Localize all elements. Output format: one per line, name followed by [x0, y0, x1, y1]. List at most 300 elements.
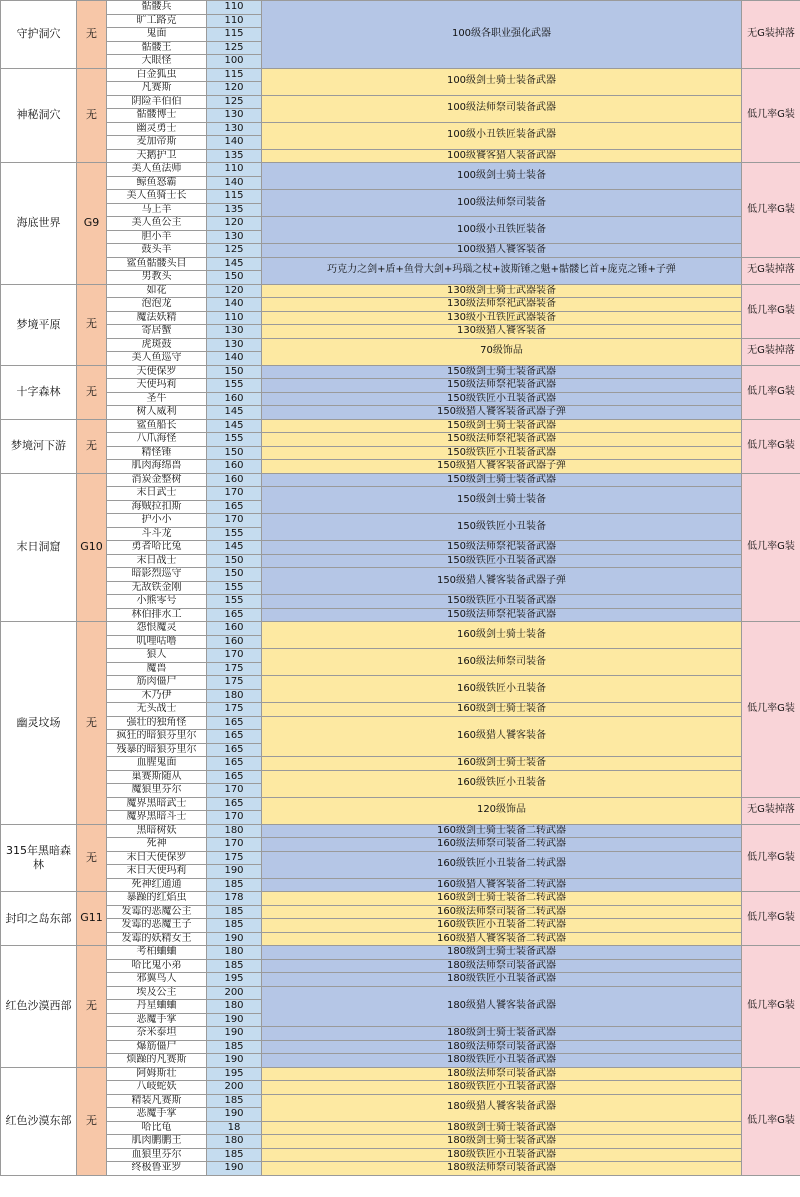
- monster-level-cell: 190: [207, 1027, 262, 1041]
- monster-name-cell: 死神: [107, 838, 207, 852]
- table-row: [1, 595, 800, 609]
- table-row: [1, 878, 800, 892]
- drop-items-cell: 180级猎人饕客装备武器: [262, 1094, 742, 1121]
- monster-level-cell: 185: [207, 1094, 262, 1108]
- monster-level-cell: 190: [207, 865, 262, 879]
- table-row: [1, 122, 800, 136]
- table-row: [1, 379, 800, 393]
- g-drop-rate-cell: 低几率G装: [742, 946, 800, 1068]
- table-row: [1, 838, 800, 852]
- monster-level-cell: 185: [207, 919, 262, 933]
- drop-items-cell: 160级猎人饕客装备: [262, 716, 742, 757]
- area-name-cell: 封印之岛东部: [1, 892, 77, 946]
- drop-items-cell: 150级剑士骑士装备武器: [262, 419, 742, 433]
- monster-name-cell: 鼓头羊: [107, 244, 207, 258]
- monster-name-cell: 护小小: [107, 514, 207, 528]
- drop-items-cell: 160级法师祭司装备二转武器: [262, 838, 742, 852]
- monster-level-cell: 178: [207, 892, 262, 906]
- monster-name-cell: 怨恨魔灵: [107, 622, 207, 636]
- monster-name-cell: 大眼怪: [107, 55, 207, 69]
- monster-name-cell: 林伯排水工: [107, 608, 207, 622]
- monster-level-cell: 120: [207, 217, 262, 231]
- monster-name-cell: 发霉的恶魔王子: [107, 919, 207, 933]
- monster-name-cell: 美人鱼法师: [107, 163, 207, 177]
- monster-level-cell: 125: [207, 41, 262, 55]
- area-name-cell: 末日洞窟: [1, 473, 77, 622]
- g-drop-rate-cell: 无G装掉落: [742, 797, 800, 824]
- g-drop-rate-cell: 低几率G装: [742, 419, 800, 473]
- drop-items-cell: 150级猎人饕客装备武器子弹: [262, 406, 742, 420]
- drop-items-cell: 160级铁匠小丑装备二转武器: [262, 851, 742, 878]
- g-tier-cell: 无: [77, 284, 107, 365]
- table-row: [1, 433, 800, 447]
- area-name-cell: 315年黑暗森林: [1, 824, 77, 892]
- monster-level-cell: 190: [207, 1054, 262, 1068]
- monster-name-cell: 天使玛莉: [107, 379, 207, 393]
- monster-level-cell: 175: [207, 676, 262, 690]
- drop-items-cell: 180级铁匠小丑装备武器: [262, 1081, 742, 1095]
- table-row: [1, 190, 800, 204]
- table-row: [1, 257, 800, 271]
- area-name-cell: 神秘洞穴: [1, 68, 77, 163]
- table-row: [1, 217, 800, 231]
- table-row: [1, 703, 800, 717]
- table-row: [1, 419, 800, 433]
- monster-name-cell: 马上羊: [107, 203, 207, 217]
- monster-name-cell: 虎斑鼓: [107, 338, 207, 352]
- g-tier-cell: G9: [77, 163, 107, 285]
- monster-name-cell: 木乃伊: [107, 689, 207, 703]
- table-row: [1, 541, 800, 555]
- monster-level-cell: 150: [207, 365, 262, 379]
- monster-level-cell: 110: [207, 14, 262, 28]
- table-row: [1, 622, 800, 636]
- monster-level-cell: 195: [207, 1067, 262, 1081]
- area-name-cell: 幽灵坟场: [1, 622, 77, 825]
- area-name-cell: 海底世界: [1, 163, 77, 285]
- drop-items-cell: 100级法师祭司装备: [262, 190, 742, 217]
- monster-name-cell: 血腥鬼面: [107, 757, 207, 771]
- monster-level-cell: 200: [207, 986, 262, 1000]
- monster-level-cell: 160: [207, 622, 262, 636]
- monster-level-cell: 135: [207, 203, 262, 217]
- monster-name-cell: 末日天使保罗: [107, 851, 207, 865]
- monster-level-cell: 150: [207, 446, 262, 460]
- monster-level-cell: 160: [207, 460, 262, 474]
- monster-level-cell: 125: [207, 95, 262, 109]
- monster-name-cell: 骷髅兵: [107, 1, 207, 15]
- monster-name-cell: 考柏蛐蛐: [107, 946, 207, 960]
- monster-level-cell: 180: [207, 946, 262, 960]
- table-row: [1, 905, 800, 919]
- monster-name-cell: 树人威利: [107, 406, 207, 420]
- table-row: [1, 244, 800, 258]
- monster-name-cell: 阴险羊伯伯: [107, 95, 207, 109]
- table-row: [1, 1135, 800, 1149]
- drop-items-cell: 100级小丑铁匠装备: [262, 217, 742, 244]
- table-row: [1, 770, 800, 784]
- monster-name-cell: 死神红通通: [107, 878, 207, 892]
- table-row: [1, 932, 800, 946]
- table-row: [1, 460, 800, 474]
- drop-items-cell: 巧克力之剑+盾+鱼骨大剑+玛瑙之杖+波斯锤之魁+骷髅匕首+庞克之锤+子弹: [262, 257, 742, 284]
- area-name-cell: 红色沙漠西部: [1, 946, 77, 1068]
- table-row: [1, 1081, 800, 1095]
- monster-name-cell: 泡泡龙: [107, 298, 207, 312]
- monster-level-cell: 170: [207, 649, 262, 663]
- drop-items-cell: 160级铁匠小丑装备: [262, 770, 742, 797]
- drop-items-cell: 100级剑士骑士装备: [262, 163, 742, 190]
- drop-items-cell: 150级铁匠小丑装备武器: [262, 554, 742, 568]
- drop-items-cell: 180级铁匠小丑装备武器: [262, 1054, 742, 1068]
- monster-name-cell: 美人鱼公主: [107, 217, 207, 231]
- area-name-cell: 十字森林: [1, 365, 77, 419]
- monster-name-cell: 肌肉鹏鹏王: [107, 1135, 207, 1149]
- monster-name-cell: 天鹅护卫: [107, 149, 207, 163]
- drop-items-cell: 130级小丑铁匠武器装备: [262, 311, 742, 325]
- g-drop-rate-cell: 低几率G装: [742, 622, 800, 798]
- monster-level-cell: 170: [207, 487, 262, 501]
- monster-name-cell: 黑暗树妖: [107, 824, 207, 838]
- drop-items-cell: 100级法师祭司装备武器: [262, 95, 742, 122]
- drop-items-cell: 150级法师祭祀装备武器: [262, 379, 742, 393]
- g-tier-cell: 无: [77, 419, 107, 473]
- monster-level-cell: 120: [207, 284, 262, 298]
- monster-name-cell: 骷髅王: [107, 41, 207, 55]
- table-row: [1, 473, 800, 487]
- monster-level-cell: 170: [207, 784, 262, 798]
- monster-level-cell: 185: [207, 878, 262, 892]
- monster-level-cell: 120: [207, 82, 262, 96]
- drop-items-cell: 180级法师祭司装备武器: [262, 959, 742, 973]
- drop-items-cell: 160级剑士骑士装备二转武器: [262, 824, 742, 838]
- monster-name-cell: 无敌铁金刚: [107, 581, 207, 595]
- monster-level-cell: 130: [207, 230, 262, 244]
- monster-level-cell: 150: [207, 271, 262, 285]
- monster-level-cell: 100: [207, 55, 262, 69]
- monster-level-cell: 145: [207, 541, 262, 555]
- drop-items-cell: 130级剑士骑士武器装备: [262, 284, 742, 298]
- monster-name-cell: 无头战士: [107, 703, 207, 717]
- monster-level-cell: 175: [207, 851, 262, 865]
- drop-items-cell: 150级铁匠小丑装备武器: [262, 446, 742, 460]
- monster-level-cell: 145: [207, 419, 262, 433]
- g-tier-cell: 无: [77, 68, 107, 163]
- drop-items-cell: 180级剑士骑士装备武器: [262, 946, 742, 960]
- drop-items-cell: 100级小丑铁匠装备武器: [262, 122, 742, 149]
- monster-name-cell: 鲨鱼骷髅头目: [107, 257, 207, 271]
- monster-level-cell: 165: [207, 743, 262, 757]
- monster-name-cell: 魔界黑暗武士: [107, 797, 207, 811]
- g-tier-cell: 无: [77, 946, 107, 1068]
- table-row: [1, 325, 800, 339]
- drop-items-cell: 180级法师祭司装备武器: [262, 1067, 742, 1081]
- g-drop-rate-cell: 低几率G装: [742, 163, 800, 258]
- drop-items-cell: 180级铁匠小丑装备武器: [262, 973, 742, 987]
- drop-items-cell: 180级剑士骑士装备武器: [262, 1121, 742, 1135]
- monster-name-cell: 阿姆斯壮: [107, 1067, 207, 1081]
- monster-name-cell: 斗斗龙: [107, 527, 207, 541]
- monster-level-cell: 180: [207, 1000, 262, 1014]
- monster-name-cell: 鲸鱼怒霸: [107, 176, 207, 190]
- monster-level-cell: 185: [207, 959, 262, 973]
- monster-level-cell: 130: [207, 109, 262, 123]
- monster-level-cell: 165: [207, 797, 262, 811]
- monster-level-cell: 185: [207, 905, 262, 919]
- monster-level-cell: 135: [207, 149, 262, 163]
- monster-level-cell: 140: [207, 136, 262, 150]
- monster-name-cell: 胆小羊: [107, 230, 207, 244]
- table-row: [1, 1027, 800, 1041]
- monster-name-cell: 末日战士: [107, 554, 207, 568]
- monster-level-cell: 140: [207, 352, 262, 366]
- g-tier-cell: 无: [77, 824, 107, 892]
- drop-items-cell: 100级猎人饕客装备: [262, 244, 742, 258]
- monster-level-cell: 190: [207, 1162, 262, 1176]
- monster-level-cell: 150: [207, 554, 262, 568]
- drop-items-cell: 150级剑士骑士装备: [262, 487, 742, 514]
- monster-level-cell: 130: [207, 338, 262, 352]
- table-row: [1, 338, 800, 352]
- monster-level-cell: 145: [207, 257, 262, 271]
- drop-items-cell: 130级猎人饕客装备: [262, 325, 742, 339]
- table-row: [1, 919, 800, 933]
- g-tier-cell: 无: [77, 1067, 107, 1175]
- drop-items-cell: 150级剑士骑士装备武器: [262, 365, 742, 379]
- monster-name-cell: 叽哩咕噜: [107, 635, 207, 649]
- drop-items-cell: 150级铁匠小丑装备武器: [262, 595, 742, 609]
- drop-items-cell: 100级饕客猎人装备武器: [262, 149, 742, 163]
- monster-name-cell: 幽灵勇士: [107, 122, 207, 136]
- monster-level-cell: 115: [207, 28, 262, 42]
- monster-level-cell: 190: [207, 932, 262, 946]
- monster-level-cell: 130: [207, 325, 262, 339]
- table-row: [1, 554, 800, 568]
- drop-items-cell: 100级各职业强化武器: [262, 1, 742, 69]
- monster-level-cell: 18: [207, 1121, 262, 1135]
- monster-name-cell: 精装凡赛斯: [107, 1094, 207, 1108]
- monster-name-cell: 男教头: [107, 271, 207, 285]
- monster-level-cell: 150: [207, 568, 262, 582]
- monster-name-cell: 八岐蛇妖: [107, 1081, 207, 1095]
- table-row: [1, 1162, 800, 1176]
- g-drop-rate-cell: 无G装掉落: [742, 338, 800, 365]
- drop-items-cell: 150级法师祭祀装备武器: [262, 541, 742, 555]
- monster-name-cell: 埃及公主: [107, 986, 207, 1000]
- monster-name-cell: 凡赛斯: [107, 82, 207, 96]
- table-row: [1, 608, 800, 622]
- monster-name-cell: 鲨鱼船长: [107, 419, 207, 433]
- table-row: [1, 392, 800, 406]
- monster-level-cell: 110: [207, 311, 262, 325]
- area-name-cell: 红色沙漠东部: [1, 1067, 77, 1175]
- monster-name-cell: 强壮的独角怪: [107, 716, 207, 730]
- monster-level-cell: 200: [207, 1081, 262, 1095]
- drop-items-cell: 160级法师祭司装备: [262, 649, 742, 676]
- monster-level-cell: 155: [207, 595, 262, 609]
- area-name-cell: 梦境河下游: [1, 419, 77, 473]
- drop-items-cell: 160级剑士骑士装备: [262, 703, 742, 717]
- drop-items-cell: 100级剑士骑士装备武器: [262, 68, 742, 95]
- monster-name-cell: 魔界黑暗斗士: [107, 811, 207, 825]
- table-row: [1, 446, 800, 460]
- monster-name-cell: 如花: [107, 284, 207, 298]
- area-name-cell: 守护洞穴: [1, 1, 77, 69]
- g-tier-cell: 无: [77, 1, 107, 69]
- monster-level-cell: 160: [207, 473, 262, 487]
- monster-level-cell: 155: [207, 581, 262, 595]
- drop-items-cell: 180级法师祭司装备武器: [262, 1040, 742, 1054]
- table-row: [1, 365, 800, 379]
- drop-items-cell: 180级铁匠小丑装备武器: [262, 1148, 742, 1162]
- monster-level-cell: 140: [207, 176, 262, 190]
- table-row: [1, 824, 800, 838]
- monster-name-cell: 发霉的恶魔公主: [107, 905, 207, 919]
- monster-level-cell: 185: [207, 1040, 262, 1054]
- monster-name-cell: 烦躁的凡赛斯: [107, 1054, 207, 1068]
- drop-items-cell: 150级法师祭祀装备武器: [262, 433, 742, 447]
- table-row: [1, 959, 800, 973]
- monster-level-cell: 140: [207, 298, 262, 312]
- monster-name-cell: 鬼面: [107, 28, 207, 42]
- monster-level-cell: 175: [207, 703, 262, 717]
- table-row: [1, 568, 800, 582]
- g-drop-rate-cell: 无G装掉落: [742, 1, 800, 69]
- drop-items-cell: 150级法师祭祀装备武器: [262, 608, 742, 622]
- monster-name-cell: 终极鲁亚罗: [107, 1162, 207, 1176]
- table-row: [1, 946, 800, 960]
- monster-name-cell: 残暴的暗狼芬里尔: [107, 743, 207, 757]
- g-drop-rate-cell: 低几率G装: [742, 365, 800, 419]
- g-tier-cell: G10: [77, 473, 107, 622]
- monster-name-cell: 狼人: [107, 649, 207, 663]
- drop-items-cell: 180级剑士骑士装备武器: [262, 1135, 742, 1149]
- drop-items-cell: 130级法师祭祀武器装备: [262, 298, 742, 312]
- monster-name-cell: 巢赛斯随从: [107, 770, 207, 784]
- monster-name-cell: 八爪海怪: [107, 433, 207, 447]
- table-row: [1, 487, 800, 501]
- monster-level-cell: 145: [207, 406, 262, 420]
- table-row: [1, 757, 800, 771]
- table-row: [1, 298, 800, 312]
- g-drop-rate-cell: 低几率G装: [742, 892, 800, 946]
- table-row: [1, 1148, 800, 1162]
- drop-items-cell: 160级法师祭司装备二转武器: [262, 905, 742, 919]
- monster-level-cell: 125: [207, 244, 262, 258]
- monster-name-cell: 骷髅博士: [107, 109, 207, 123]
- drop-items-cell: 180级剑士骑士装备武器: [262, 1027, 742, 1041]
- table-row: [1, 163, 800, 177]
- table-row: [1, 1067, 800, 1081]
- table-row: [1, 851, 800, 865]
- monster-name-cell: 丹星蛐蛐: [107, 1000, 207, 1014]
- monster-name-cell: 恶魔手掌: [107, 1013, 207, 1027]
- monster-name-cell: 暴躁的红焰虫: [107, 892, 207, 906]
- monster-name-cell: 哈比鬼小弟: [107, 959, 207, 973]
- table-row: [1, 797, 800, 811]
- table-row: [1, 1040, 800, 1054]
- g-tier-cell: 无: [77, 365, 107, 419]
- monster-name-cell: 暗影烈巡守: [107, 568, 207, 582]
- monster-level-cell: 165: [207, 608, 262, 622]
- g-drop-rate-cell: 无G装掉落: [742, 257, 800, 284]
- monster-level-cell: 165: [207, 757, 262, 771]
- monster-level-cell: 165: [207, 730, 262, 744]
- monster-level-cell: 110: [207, 163, 262, 177]
- monster-name-cell: 魔兽: [107, 662, 207, 676]
- monster-name-cell: 魔狼里芬尔: [107, 784, 207, 798]
- table-row: [1, 1094, 800, 1108]
- monster-name-cell: 恶魔手掌: [107, 1108, 207, 1122]
- table-row: [1, 892, 800, 906]
- table-row: [1, 649, 800, 663]
- table-row: [1, 986, 800, 1000]
- table-row: [1, 514, 800, 528]
- monster-level-cell: 165: [207, 500, 262, 514]
- monster-name-cell: 邪翼鸟人: [107, 973, 207, 987]
- monster-name-cell: 末日天使玛莉: [107, 865, 207, 879]
- monster-level-cell: 165: [207, 770, 262, 784]
- monster-name-cell: 哈比龟: [107, 1121, 207, 1135]
- monster-name-cell: 肌肉海绵兽: [107, 460, 207, 474]
- monster-level-cell: 160: [207, 392, 262, 406]
- table-row: [1, 311, 800, 325]
- monster-name-cell: 精怪锤: [107, 446, 207, 460]
- drop-items-cell: 160级剑士骑士装备: [262, 757, 742, 771]
- monster-name-cell: 末日武士: [107, 487, 207, 501]
- monster-name-cell: 发霉的妖精女王: [107, 932, 207, 946]
- drop-items-cell: 160级剑士骑士装备二转武器: [262, 892, 742, 906]
- monster-name-cell: 旷工路克: [107, 14, 207, 28]
- monster-name-cell: 麦加帝斯: [107, 136, 207, 150]
- g-drop-rate-cell: 低几率G装: [742, 1067, 800, 1175]
- monster-name-cell: 魔法妖精: [107, 311, 207, 325]
- monster-level-cell: 180: [207, 824, 262, 838]
- drop-items-cell: 180级法师祭司装备武器: [262, 1162, 742, 1176]
- drop-items-cell: 120级饰品: [262, 797, 742, 824]
- drop-items-cell: 150级猎人饕客装备武器子弹: [262, 568, 742, 595]
- monster-level-cell: 185: [207, 1148, 262, 1162]
- monster-name-cell: 消炭金整树: [107, 473, 207, 487]
- monster-level-cell: 165: [207, 716, 262, 730]
- g-tier-cell: G11: [77, 892, 107, 946]
- drop-items-cell: 160级剑士骑士装备: [262, 622, 742, 649]
- monster-name-cell: 寄居蟹: [107, 325, 207, 339]
- monster-name-cell: 奈米泰坦: [107, 1027, 207, 1041]
- drop-items-cell: 150级铁匠小丑装备: [262, 514, 742, 541]
- table-row: [1, 1121, 800, 1135]
- table-row: [1, 676, 800, 690]
- drop-items-cell: 150级铁匠小丑装备武器: [262, 392, 742, 406]
- monster-level-cell: 115: [207, 190, 262, 204]
- monster-level-cell: 170: [207, 514, 262, 528]
- table-row: [1, 284, 800, 298]
- table-row: [1, 716, 800, 730]
- table-row: [1, 973, 800, 987]
- monster-level-cell: 115: [207, 68, 262, 82]
- monster-name-cell: 天使保罗: [107, 365, 207, 379]
- monster-level-cell: 180: [207, 689, 262, 703]
- area-name-cell: 梦境平原: [1, 284, 77, 365]
- monster-name-cell: 美人鱼巡守: [107, 352, 207, 366]
- table-row: [1, 406, 800, 420]
- monster-name-cell: 爆筋僵尸: [107, 1040, 207, 1054]
- monster-name-cell: 勇者哈比兔: [107, 541, 207, 555]
- monster-level-cell: 110: [207, 1, 262, 15]
- monster-level-cell: 180: [207, 1135, 262, 1149]
- monster-level-cell: 170: [207, 838, 262, 852]
- monster-name-cell: 海贼拉扣斯: [107, 500, 207, 514]
